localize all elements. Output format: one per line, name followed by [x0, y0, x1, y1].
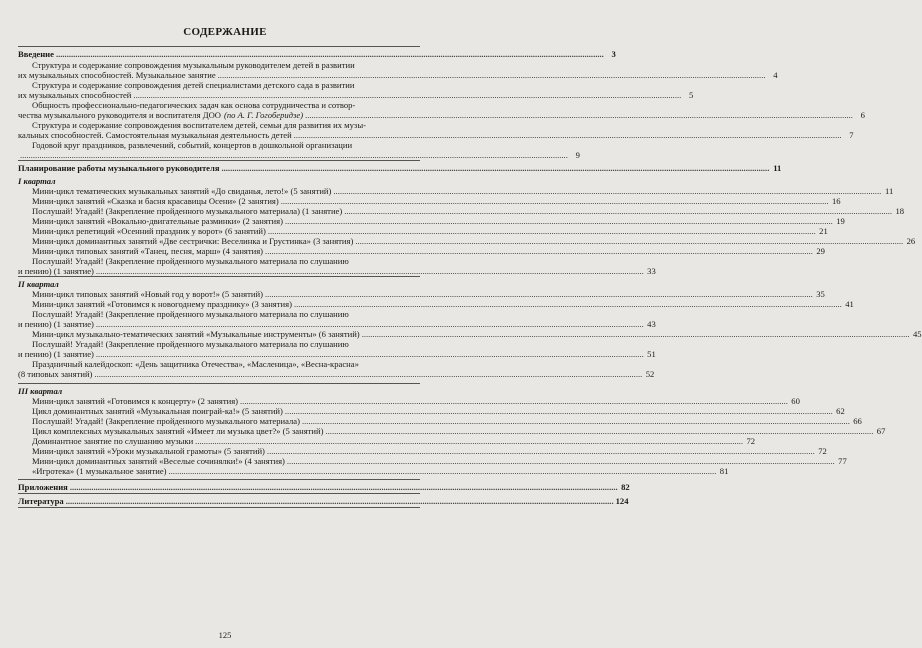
toc-item-text: Мини-цикл типовых занятий «Танец, песня, марш» (4 занятия) — [32, 246, 264, 256]
toc-item-text: Цикл комплексных музыкальных занятий «Имеет ли музыка цвет?» (5 занятий) — [32, 426, 324, 436]
toc-item-text: Мини-цикл занятий «Готовимся к концерту» (2 занятия) — [32, 396, 239, 406]
leader-dots — [362, 329, 910, 339]
toc-item-line — [18, 206, 905, 216]
leader-dots — [96, 349, 644, 359]
toc-entry-page: 82 — [621, 482, 630, 492]
toc-item-page: 6 — [860, 110, 865, 120]
quarter-list-3 — [18, 396, 886, 476]
toc-item-line: Послушай! Угадай! (Закрепление пройденного музыкального материала по слушанию — [32, 256, 349, 266]
toc-item-page: 60 — [791, 396, 800, 406]
leader-dots — [287, 456, 835, 466]
toc-item — [18, 196, 841, 206]
leader-dots — [305, 110, 853, 120]
toc-item-line: Структура и содержание сопровождения детей специалистами детского сада в развитии — [32, 80, 355, 90]
toc-entry-intro — [18, 47, 616, 60]
toc-item-line — [18, 456, 847, 466]
quarter-list-2 — [18, 289, 922, 379]
toc-item-line — [18, 319, 656, 329]
toc-item-page: 41 — [845, 299, 854, 309]
toc-item-line — [18, 70, 778, 80]
toc-entry-literature — [18, 494, 629, 507]
toc-item-line — [18, 186, 894, 196]
divider — [18, 507, 420, 508]
toc-item — [18, 406, 845, 416]
toc-item-line: Праздничный калейдоскоп: «День защитника Отечества», «Масленица», «Весна-красна» — [32, 359, 359, 369]
toc-item-page: 52 — [645, 369, 655, 379]
toc-item-line: Структура и содержание сопровождения воспитателем детей, семьи для развития их музы- — [32, 120, 366, 130]
toc-item-page: 11 — [884, 186, 894, 196]
toc-item-text: чества музыкального руководителя и воспитателя ДОО — [18, 110, 221, 120]
toc-item — [18, 456, 847, 466]
toc-item — [18, 466, 729, 476]
page-title: СОДЕРЖАНИЕ — [183, 26, 267, 38]
toc-item-line: Структура и содержание сопровождения музыкальным руководителем детей в развитии — [32, 60, 355, 70]
toc-item-line: Послушай! Угадай! (Закрепление пройденного музыкального материала по слушанию — [32, 309, 349, 319]
leader-dots — [20, 150, 568, 160]
toc-item-page: 45 — [912, 329, 922, 339]
toc-item-page: 33 — [647, 266, 656, 276]
toc-item-text: Мини-цикл тематических музыкальных занятий «До свиданья, лето!» (5 занятий) — [32, 186, 332, 196]
leader-dots — [218, 70, 766, 80]
toc-item-page: 35 — [816, 289, 825, 299]
toc-item-page: 26 — [906, 236, 916, 246]
toc-item-page: 77 — [838, 456, 847, 466]
leader-dots — [133, 90, 681, 100]
toc-item-page: 66 — [853, 416, 862, 426]
toc-item-line — [18, 436, 756, 446]
toc-item — [18, 396, 800, 406]
toc-entry-label: Литература — [18, 496, 64, 506]
toc-item-text: Мини-цикл типовых занятий «Новый год у ворот!» (5 занятий) — [32, 289, 263, 299]
quarter-list-1 — [18, 186, 916, 276]
toc-item-line — [18, 416, 862, 426]
toc-item-line — [18, 426, 886, 436]
toc-item — [18, 256, 656, 276]
toc-item-text: и пению) (1 занятие) — [18, 319, 94, 329]
toc-item-line — [18, 90, 694, 100]
toc-entry-page: 11 — [773, 163, 782, 173]
toc-item-text: Мини-цикл репетиций «Осенний праздник у ворот» (6 занятий) — [32, 226, 266, 236]
toc-item-line — [18, 216, 845, 226]
leader-dots — [265, 289, 813, 299]
toc-item-text: Мини-цикл доминантных занятий «Две сестрички: Веселинка и Грустинка» (3 занятия) — [32, 236, 354, 246]
toc-item-text: кальных способностей. Самостоятельная музыкальная деятельность детей — [18, 130, 292, 140]
leader-dots — [265, 246, 813, 256]
toc-item-line — [18, 266, 656, 276]
toc-item-line — [18, 110, 865, 120]
toc-item — [18, 339, 656, 359]
toc-item-text: их музыкальных способностей — [18, 90, 132, 100]
quarter-heading-1: I квартал — [18, 176, 56, 186]
toc-item-page: 19 — [836, 216, 845, 226]
toc-item — [18, 289, 825, 299]
toc-item-page: 29 — [816, 246, 825, 256]
toc-item — [18, 206, 905, 216]
leader-dots — [96, 319, 644, 329]
toc-item-page: 43 — [647, 319, 656, 329]
page-number: 125 — [218, 630, 232, 640]
leader-dots — [326, 426, 874, 436]
leader-dots — [355, 236, 903, 246]
toc-item-text: «Игротека» (1 музыкальное занятие) — [32, 466, 167, 476]
leader-dots — [195, 436, 743, 446]
toc-item-text: Мини-цикл занятий «Готовимся к новогоднему празднику» (3 занятия) — [32, 299, 292, 309]
toc-item — [18, 246, 825, 256]
toc-item-text: Мини-цикл занятий «Уроки музыкальной грамоты» (5 занятий) — [32, 446, 265, 456]
leader-dots — [344, 206, 892, 216]
toc-item — [18, 186, 894, 196]
table-of-contents — [18, 46, 922, 508]
toc-item — [18, 120, 854, 140]
toc-item — [18, 60, 778, 80]
leader-dots — [302, 416, 850, 426]
toc-item-page: 72 — [746, 436, 756, 446]
toc-item-page: 4 — [773, 70, 778, 80]
toc-item-page: 21 — [819, 226, 828, 236]
toc-entry-label: Введение — [18, 49, 54, 59]
leader-dots — [285, 216, 833, 226]
toc-item-text: Мини-цикл занятий «Сказка и басня красавицы Осени» (2 занятия) — [32, 196, 279, 206]
leader-dots — [268, 226, 816, 236]
toc-item-page: 51 — [647, 349, 656, 359]
toc-item-text: Цикл доминантных занятий «Музыкальная поиграй-ка!» (5 занятий) — [32, 406, 283, 416]
toc-item-page: 5 — [688, 90, 694, 100]
toc-item-line — [18, 329, 922, 339]
toc-item-text: и пению) (1 занятие) — [18, 349, 94, 359]
toc-item-text: Мини-цикл доминантных занятий «Веселые сочинялки!» (4 занятия) — [32, 456, 285, 466]
toc-item-page: 7 — [849, 130, 854, 140]
toc-entry-label: Планирование работы музыкального руководителя — [18, 163, 220, 173]
toc-item-line — [18, 406, 845, 416]
toc-item-text: их музыкальных способностей. Музыкальное занятие — [18, 70, 216, 80]
intro-list — [18, 60, 865, 160]
toc-item-text: и пению) (1 занятие) — [18, 266, 94, 276]
toc-item-line — [18, 349, 656, 359]
toc-item-line — [18, 226, 828, 236]
toc-item-author: (по А. Г. Гогоберидзе) — [223, 110, 304, 120]
toc-item — [18, 226, 828, 236]
toc-item-line — [18, 299, 854, 309]
toc-item-line — [18, 130, 854, 140]
toc-item-line — [18, 369, 655, 379]
toc-item — [18, 140, 580, 160]
leader-dots — [169, 466, 717, 476]
toc-item-text: Мини-цикл занятий «Вокально-двигательные разминки» (2 занятия) — [32, 216, 283, 226]
toc-entry-page: 3 — [611, 49, 616, 59]
toc-item-line — [18, 466, 729, 476]
toc-item-line — [18, 150, 580, 160]
toc-item — [18, 359, 655, 379]
leader-dots — [294, 299, 842, 309]
toc-item-line — [18, 236, 916, 246]
toc-item-page: 67 — [876, 426, 886, 436]
toc-entry-planning — [18, 161, 782, 174]
toc-item — [18, 446, 827, 456]
leader-dots — [240, 396, 788, 406]
toc-entry-appendix — [18, 480, 630, 493]
leader-dots — [96, 266, 644, 276]
toc-item-page: 62 — [836, 406, 845, 416]
toc-item-text: Послушай! Угадай! (Закрепление пройденного музыкального материала) (1 занятие) — [32, 206, 343, 216]
toc-item — [18, 309, 656, 329]
toc-item-line — [18, 446, 827, 456]
leader-dots — [333, 186, 881, 196]
toc-item-text: Мини-цикл музыкально-тематических занятий «Музыкальные инструменты» (6 занятий) — [32, 329, 360, 339]
toc-item — [18, 236, 916, 246]
toc-item-line — [18, 289, 825, 299]
toc-item-line — [18, 396, 800, 406]
toc-item — [18, 436, 756, 446]
toc-item — [18, 216, 845, 226]
toc-item — [18, 426, 886, 436]
toc-item-line: Послушай! Угадай! (Закрепление пройденного музыкального материала по слушанию — [32, 339, 349, 349]
toc-item-text: Послушай! Угадай! (Закрепление пройденного музыкального материала) — [32, 416, 300, 426]
toc-item-text: Доминантное занятие по слушанию музыки — [32, 436, 194, 446]
toc-item — [18, 100, 865, 120]
toc-item — [18, 299, 854, 309]
toc-item-page: 9 — [575, 150, 580, 160]
quarter-heading-2: II квартал — [18, 279, 59, 289]
leader-dots — [281, 196, 829, 206]
leader-dots — [294, 130, 842, 140]
quarter-heading-3: III квартал — [18, 386, 63, 396]
leader-dots — [267, 446, 815, 456]
toc-item-page: 18 — [895, 206, 905, 216]
toc-item-page: 16 — [832, 196, 841, 206]
toc-item-line: Общность профессионально-педагогических задач как основа сотрудничества и сотвор- — [32, 100, 356, 110]
toc-entry-page: 124 — [615, 496, 629, 506]
toc-entry-label: Приложения — [18, 482, 68, 492]
leader-dots — [285, 406, 833, 416]
toc-item — [18, 80, 694, 100]
leader-dots — [94, 369, 642, 379]
toc-item-text: (8 типовых занятий) — [18, 369, 93, 379]
toc-item-line — [18, 246, 825, 256]
toc-item — [18, 329, 922, 339]
toc-item-page: 72 — [818, 446, 827, 456]
toc-item — [18, 416, 862, 426]
toc-item-line — [18, 196, 841, 206]
toc-item-page: 81 — [719, 466, 729, 476]
toc-item-line: Годовой круг праздников, развлечений, событий, концертов в дошкольной организации — [32, 140, 353, 150]
